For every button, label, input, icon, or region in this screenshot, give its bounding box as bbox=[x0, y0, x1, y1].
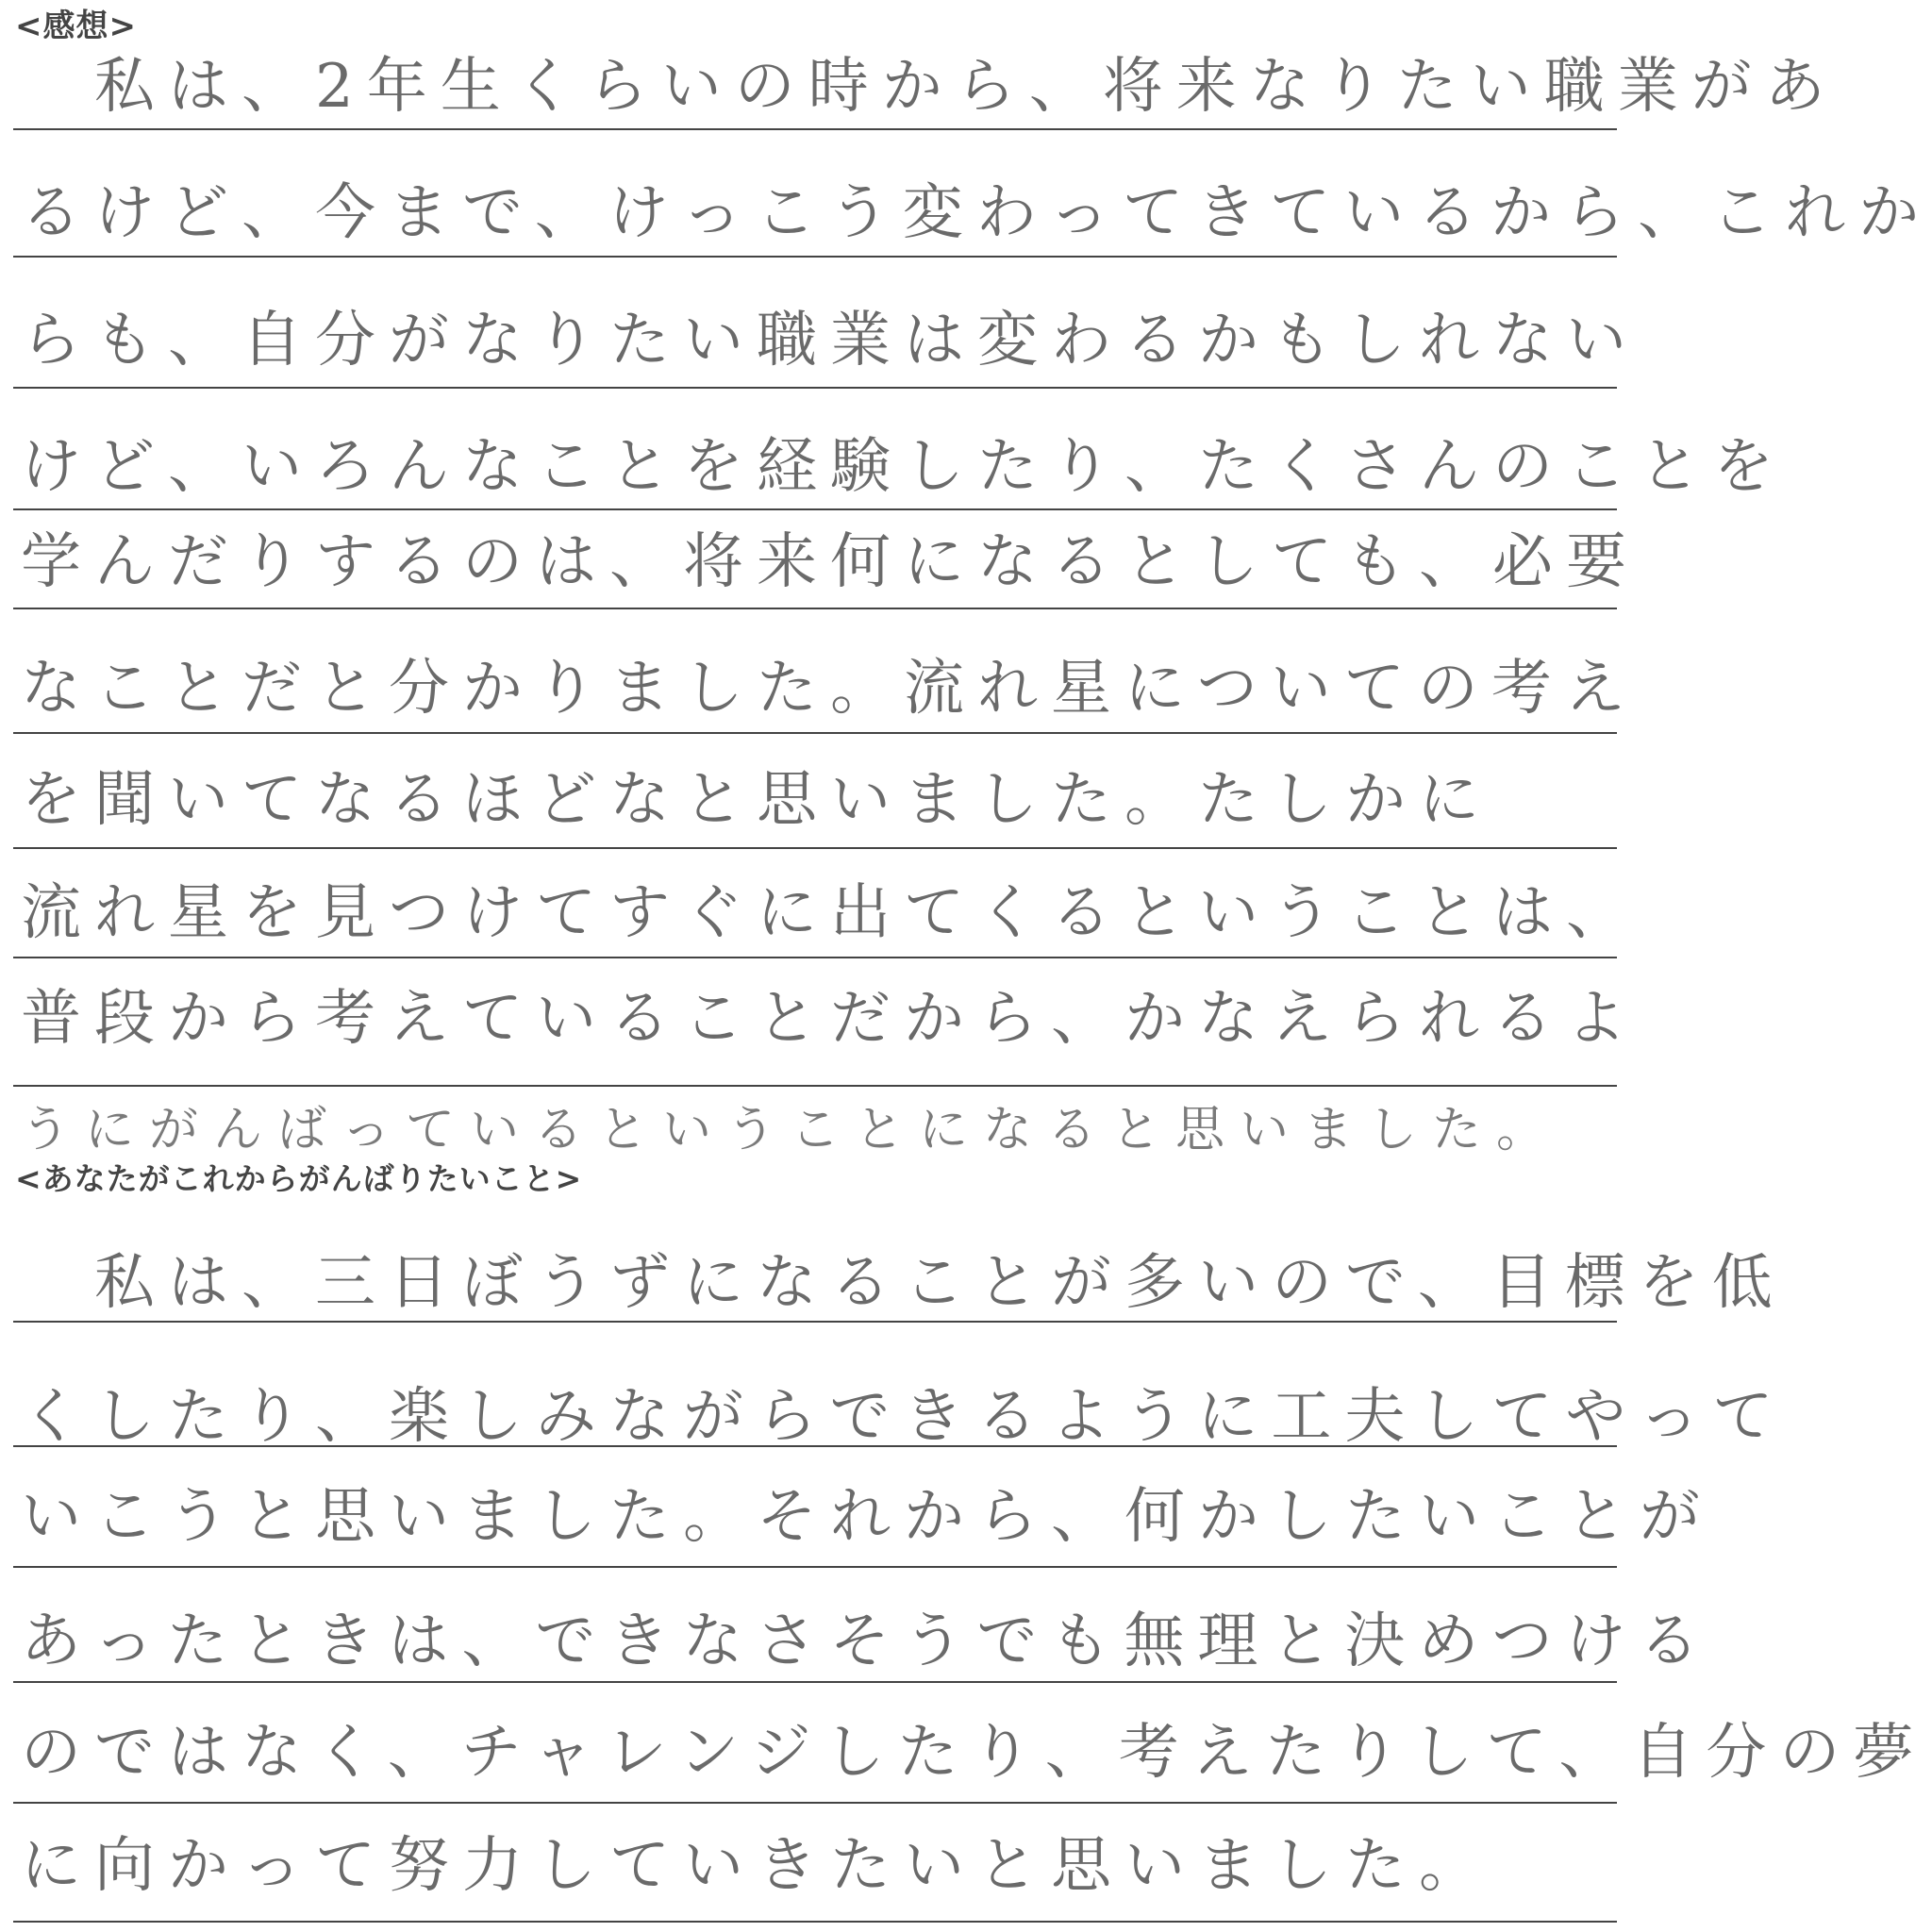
handwritten-line: 普段から考えていることだから、かなえられるよ bbox=[21, 984, 1640, 1054]
ruled-line bbox=[13, 508, 1617, 510]
ruled-line bbox=[13, 957, 1617, 958]
ruled-line bbox=[13, 847, 1617, 849]
handwritten-line: 私は、2年生くらいの時から、将来なりたい職業があ bbox=[21, 52, 1839, 122]
handwritten-line: なことだと分かりました。流れ星についての考え bbox=[21, 654, 1639, 724]
handwritten-line: のではなく、チャレンジしたり、考えたりして、自分の夢 bbox=[21, 1718, 1927, 1788]
handwritten-line: うにがんばっているということになると思いました。 bbox=[21, 1102, 1561, 1158]
handwritten-line: に向かって努力していきたいと思いました。 bbox=[21, 1831, 1492, 1901]
handwritten-line: 学んだりするのは、将来何になるとしても、必要 bbox=[21, 527, 1640, 597]
ruled-line bbox=[13, 732, 1617, 734]
ruled-line bbox=[13, 1681, 1617, 1683]
handwritten-line: あったときは、できなさそうでも無理と決めつける bbox=[21, 1607, 1713, 1676]
ruled-line bbox=[13, 128, 1617, 130]
handwritten-line: 私は、三日ぼうずになることが多いので、目標を低 bbox=[21, 1248, 1786, 1318]
handwritten-line: るけど、今まで、けっこう変わってきているから、これか bbox=[21, 178, 1932, 248]
ruled-line bbox=[13, 387, 1617, 389]
handwritten-line: いこうと思いました。それから、何かしたいことが bbox=[21, 1482, 1713, 1552]
ruled-line bbox=[13, 1921, 1617, 1923]
ruled-line bbox=[13, 256, 1617, 258]
ruled-line bbox=[13, 1445, 1617, 1447]
ruled-line bbox=[13, 1321, 1617, 1323]
handwritten-line: を聞いてなるほどなと思いました。たしかに bbox=[21, 765, 1492, 835]
handwritten-line: くしたり、楽しみながらできるように工夫してやって bbox=[21, 1382, 1787, 1452]
handwritten-line: けど、いろんなことを経験したり、たくさんのことを bbox=[21, 432, 1787, 502]
handwritten-line: 流れ星を見つけてすぐに出てくるということは、 bbox=[21, 878, 1640, 948]
handwritten-line: らも、自分がなりたい職業は変わるかもしれない bbox=[21, 306, 1640, 375]
ruled-line bbox=[13, 1085, 1617, 1087]
ruled-line bbox=[13, 1566, 1617, 1568]
section-heading-goals: <あなたがこれからがんばりたいこと> bbox=[15, 1160, 583, 1197]
ruled-line bbox=[13, 608, 1617, 609]
section-heading-impressions: <感想> bbox=[15, 8, 137, 45]
ruled-line bbox=[13, 1802, 1617, 1804]
